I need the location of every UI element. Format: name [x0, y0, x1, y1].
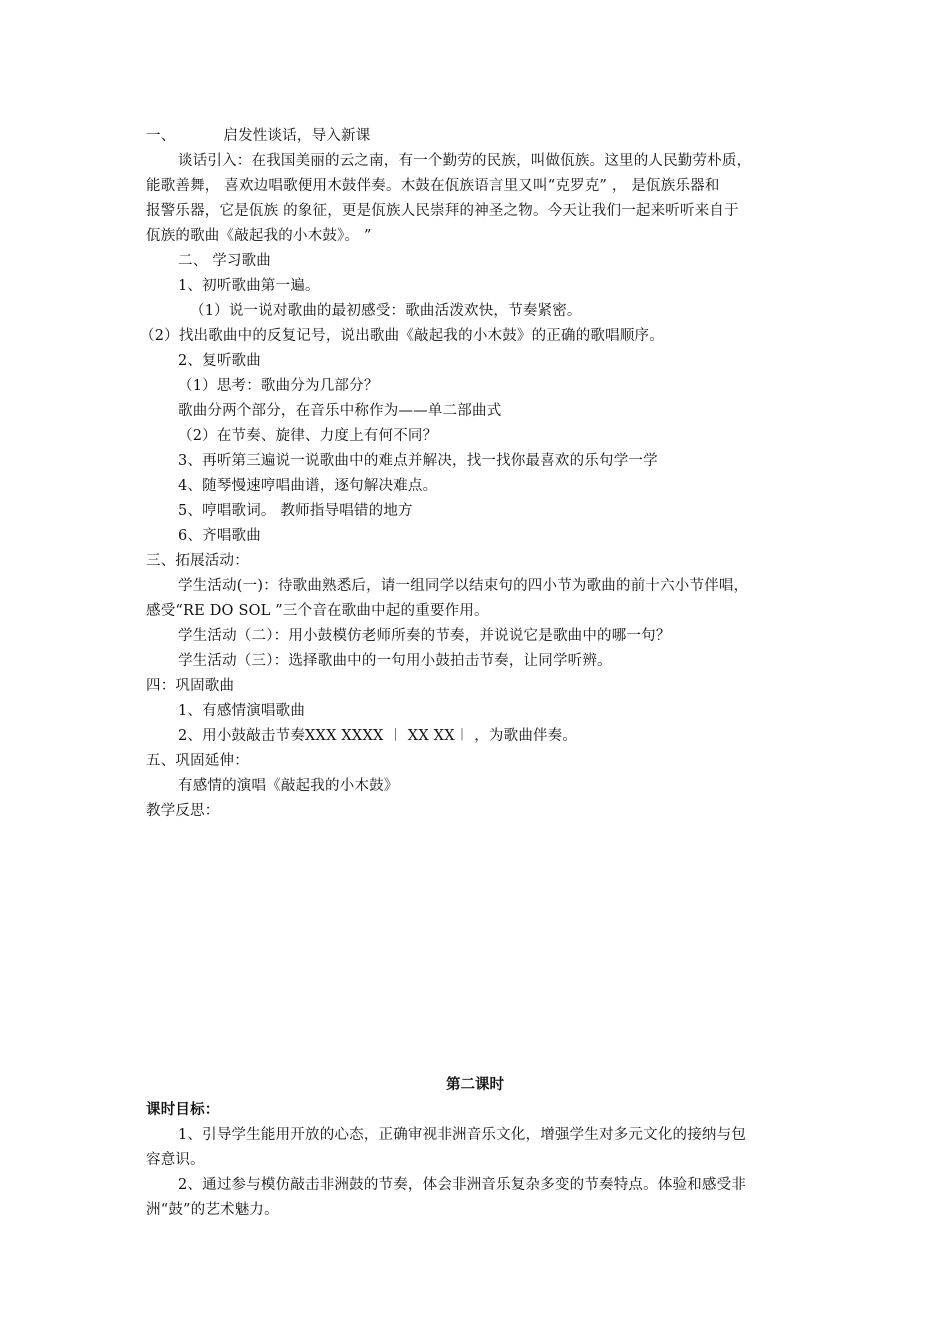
section1-title: 启发性谈话，导入新课: [223, 128, 371, 144]
section2-item: 6、齐唱歌曲: [178, 528, 261, 544]
section1-paragraph-line: 报警乐器，它是佤族 的象征，更是佤族人民崇拜的神圣之物。今天让我们一起来听听来自于: [146, 203, 739, 219]
lesson-goal-line: 容意识。: [146, 1152, 205, 1168]
section3-activity: 感受“RE DO SOL ”三个音在歌曲中起的重要作用。: [146, 603, 489, 619]
section2-answer: 歌曲分两个部分，在音乐中称作为——单二部曲式: [178, 403, 502, 419]
section2-heading: 二、 学习歌曲: [178, 253, 272, 269]
section2-subitem: （1）说一说对歌曲的最初感受：歌曲活泼欢快，节奏紧密。: [190, 303, 582, 319]
section2-item: 2、复听歌曲: [178, 353, 261, 369]
section4-item: 2、用小鼓敲击节奏XXX XXXX ︱ XX XX︱ ，为歌曲伴奏。: [178, 728, 578, 744]
section3-activity: 学生活动（二）：用小鼓模仿老师所奏的节奏，并说说它是歌曲中的哪一句？: [178, 628, 671, 644]
lesson-goal-line: 1、引导学生能用开放的心态，正确审视非洲音乐文化，增强学生对多元文化的接纳与包: [178, 1127, 747, 1143]
section2-subitem: （2）找出歌曲中的反复记号，说出歌曲《敲起我的小木鼓》的正确的歌唱顺序。: [140, 328, 664, 344]
section5-item: 有感情的演唱《敲起我的小木鼓》: [178, 778, 399, 794]
section5-heading: 五、巩固延伸：: [146, 753, 249, 769]
section1-number: 一、: [146, 128, 176, 144]
lesson-goal-line: 洲“鼓”的艺术魅力。: [146, 1202, 279, 1218]
section2-item: 5、哼唱歌词。 教师指导唱错的地方: [178, 503, 413, 519]
lesson-goals-heading: 课时目标：: [146, 1102, 220, 1118]
section3-activity: 学生活动（三）：选择歌曲中的一句用小鼓拍击节奏，让同学听辨。: [178, 653, 612, 669]
section2-item: 1、初听歌曲第一遍。: [178, 278, 320, 294]
section1-heading: [146, 124, 826, 149]
section2-item: 4、随琴慢速哼唱曲谱，逐句解决难点。: [178, 478, 438, 494]
section1-paragraph-line: 能歌善舞， 喜欢边唱歌便用木鼓伴奏。木鼓在佤族语言里又叫“克罗克” ， 是佤族乐器和: [146, 178, 720, 194]
section2-subitem: （2）在节奏、旋律、力度上有何不同？: [178, 428, 438, 444]
lesson-goal-line: 2、通过参与模仿敲击非洲鼓的节奏，体会非洲音乐复杂多变的节奏特点。体验和感受非: [178, 1177, 747, 1193]
section4-item: 1、有感情演唱歌曲: [178, 703, 306, 719]
section1-paragraph-line: 谈话引入：在我国美丽的云之南，有一个勤劳的民族，叫做佤族。这里的人民勤劳朴质，: [178, 153, 752, 169]
section1-paragraph-line: 佤族的歌曲《敲起我的小木鼓》。 ”: [146, 228, 372, 244]
section3-heading: 三、拓展活动：: [146, 553, 249, 569]
section3-activity: 学生活动(一)：待歌曲熟悉后，请一组同学以结束句的四小节为歌曲的前十六小节伴唱，: [178, 578, 749, 594]
lesson2-title: 第二课时: [446, 1077, 504, 1093]
section2-subitem: （1）思考：歌曲分为几部分？: [178, 378, 379, 394]
section4-heading: 四：巩固歌曲: [146, 678, 235, 694]
section2-item: 3、再听第三遍说一说歌曲中的难点并解决，找一找你最喜欢的乐句学一学: [178, 453, 658, 469]
teaching-reflection-label: 教学反思：: [146, 803, 220, 819]
